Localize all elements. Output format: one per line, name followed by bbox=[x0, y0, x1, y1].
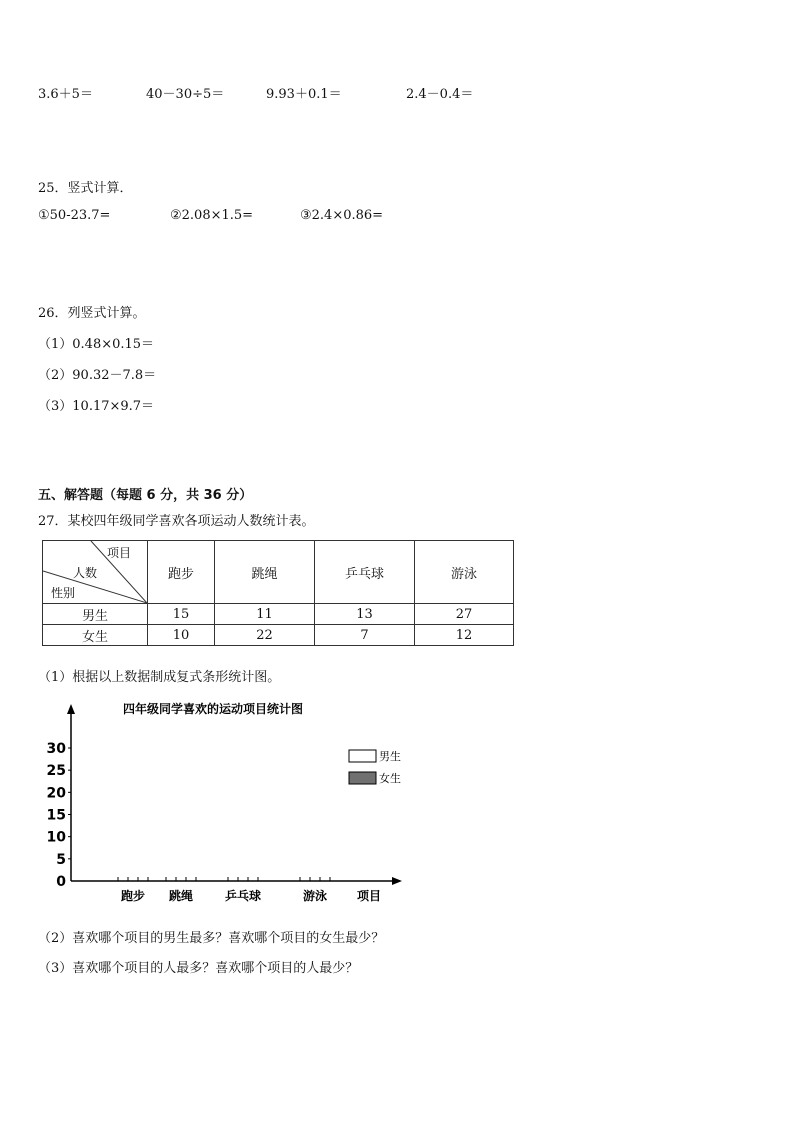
corner-label-gender: 性别 bbox=[51, 586, 76, 600]
chart-title: 四年级同学喜欢的运动项目统计图 bbox=[123, 702, 304, 716]
section5-title: 五、解答题（每题 6 分，共 36 分） bbox=[38, 488, 253, 503]
legend-swatch-girls bbox=[349, 772, 376, 784]
table-cell: 27 bbox=[415, 604, 514, 625]
q27-title: 27．某校四年级同学喜欢各项运动人数统计表。 bbox=[38, 514, 315, 529]
table-cell: 13 bbox=[315, 604, 415, 625]
table-row-label: 女生 bbox=[43, 625, 148, 646]
table-row bbox=[43, 625, 514, 646]
table-col-header: 游泳 bbox=[415, 541, 514, 604]
table-col-header: 跳绳 bbox=[215, 541, 315, 604]
q25-title: 25．竖式计算． bbox=[38, 181, 133, 196]
legend-label-boys: 男生 bbox=[379, 750, 401, 763]
x-axis-label: 项目 bbox=[357, 889, 382, 903]
bar-chart bbox=[30, 695, 420, 910]
y-tick-label: 0 bbox=[56, 874, 66, 890]
table-cell: 7 bbox=[315, 625, 415, 646]
q26-item-1: （1）0.48×0.15＝ bbox=[38, 337, 155, 352]
y-axis-arrow bbox=[67, 704, 75, 714]
legend-swatch-boys bbox=[349, 750, 376, 762]
q27-sub3: （3）喜欢哪个项目的人最多？喜欢哪个项目的人最少？ bbox=[38, 961, 359, 976]
table-col-header: 乒乓球 bbox=[315, 541, 415, 604]
y-tick-label: 30 bbox=[46, 741, 66, 757]
q25-item-2: ②2.08×1.5= bbox=[170, 208, 254, 223]
table-corner-cell bbox=[43, 541, 148, 604]
y-ticks bbox=[47, 741, 71, 890]
y-tick-label: 10 bbox=[46, 829, 66, 846]
y-tick-label: 20 bbox=[46, 785, 66, 802]
table-cell: 11 bbox=[215, 604, 315, 625]
calc-4: 2.4－0.4＝ bbox=[406, 87, 474, 102]
corner-label-item: 项目 bbox=[107, 546, 132, 560]
legend bbox=[349, 749, 401, 785]
table-header-row bbox=[43, 541, 514, 604]
corner-label-count: 人数 bbox=[73, 566, 98, 580]
q25-item-1: ①50-23.7= bbox=[38, 208, 111, 223]
y-tick-label: 15 bbox=[46, 807, 66, 824]
legend-label-girls: 女生 bbox=[379, 772, 401, 785]
q26-item-2: （2）90.32－7.8＝ bbox=[38, 368, 157, 383]
table-col-header: 跑步 bbox=[148, 541, 215, 604]
table-cell: 22 bbox=[215, 625, 315, 646]
q26-title: 26．列竖式计算。 bbox=[38, 306, 146, 321]
q27-sub2: （2）喜欢哪个项目的男生最多？喜欢哪个项目的女生最少？ bbox=[38, 931, 385, 946]
y-tick-label: 25 bbox=[46, 763, 66, 780]
table-cell: 12 bbox=[415, 625, 514, 646]
table-row bbox=[43, 604, 514, 625]
category-label: 乒乓球 bbox=[224, 889, 262, 903]
table-cell: 15 bbox=[148, 604, 215, 625]
q25-item-3: ③2.4×0.86= bbox=[300, 208, 384, 223]
q26-item-3: （3）10.17×9.7＝ bbox=[38, 399, 155, 414]
calc-1: 3.6＋5＝ bbox=[38, 87, 93, 102]
calc-3: 9.93＋0.1＝ bbox=[266, 87, 342, 102]
y-tick-label: 5 bbox=[56, 851, 66, 868]
table-cell: 10 bbox=[148, 625, 215, 646]
q27-sub1: （1）根据以上数据制成复式条形统计图。 bbox=[38, 670, 281, 685]
category-labels bbox=[121, 888, 327, 903]
category-label: 跳绳 bbox=[168, 889, 194, 903]
x-axis-arrow bbox=[392, 877, 402, 885]
stats-table bbox=[42, 540, 514, 646]
table-row-label: 男生 bbox=[43, 604, 148, 625]
category-label: 跑步 bbox=[120, 889, 146, 903]
category-label: 游泳 bbox=[302, 889, 328, 903]
calc-2: 40－30÷5＝ bbox=[146, 87, 225, 102]
